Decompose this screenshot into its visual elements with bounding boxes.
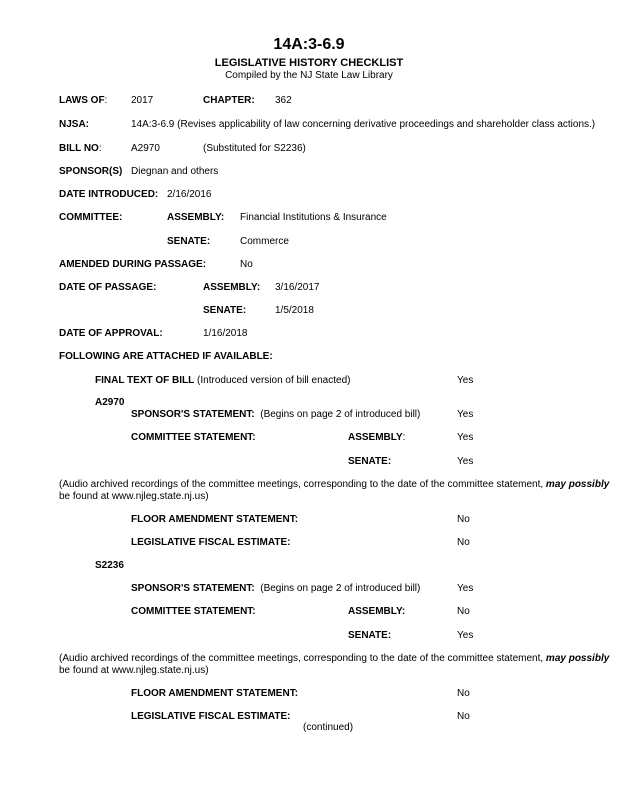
- date-introduced-value: 2/16/2016: [167, 189, 212, 200]
- a2970-floor-amendment-label: FLOOR AMENDMENT STATEMENT:: [131, 514, 299, 525]
- laws-of-value: 2017: [131, 95, 154, 106]
- passage-assembly-value: 3/16/2017: [275, 282, 320, 293]
- a2970-audio-note-emphasis: may possibly: [545, 479, 610, 490]
- a2970-floor-amendment-value: No: [457, 514, 470, 525]
- s2236-audio-note-emphasis: may possibly: [545, 653, 610, 664]
- committee-assembly-label: ASSEMBLY:: [167, 212, 225, 223]
- s2236-label: S2236: [95, 560, 124, 571]
- committee-assembly-value: Financial Institutions & Insurance: [240, 212, 387, 223]
- s2236-sponsor-value: Yes: [457, 583, 474, 594]
- amended-label: AMENDED DURING PASSAGE:: [59, 259, 207, 270]
- s2236-floor-amendment-label: FLOOR AMENDMENT STATEMENT:: [131, 688, 299, 699]
- passage-assembly-label: ASSEMBLY:: [203, 282, 261, 293]
- laws-of-colon: :: [104, 95, 108, 106]
- s2236-committee-assembly-value: No: [457, 606, 470, 617]
- citation-heading: 14A:3-6.9: [273, 36, 345, 53]
- sponsors-label: SPONSOR(S): [59, 166, 123, 177]
- passage-senate-label: SENATE:: [203, 305, 247, 316]
- passage-senate-value: 1/5/2018: [275, 305, 314, 316]
- laws-of-row: [59, 95, 107, 107]
- njsa-value: 14A:3-6.9 (Revises applicability of law concerning derivative proceedings and shareholder class actions.): [131, 119, 596, 130]
- committee-senate-value: Commerce: [240, 236, 289, 247]
- a2970-sponsor-value: Yes: [457, 409, 474, 420]
- a2970-fiscal-estimate-value: No: [457, 537, 470, 548]
- s2236-floor-amendment-value: No: [457, 688, 470, 699]
- date-of-passage-label: DATE OF PASSAGE:: [59, 282, 157, 293]
- chapter-value: 362: [275, 95, 292, 106]
- a2970-sponsor-row: [131, 409, 420, 421]
- a2970-committee-assembly-colon: :: [402, 432, 406, 443]
- date-introduced-label: DATE INTRODUCED:: [59, 189, 159, 200]
- final-text-label: FINAL TEXT OF BILL: [95, 375, 195, 386]
- s2236-audio-note-text: (Audio archived recordings of the committee meetings, corresponding to the date of the committee statement,: [59, 653, 546, 664]
- chapter-label: CHAPTER:: [203, 95, 255, 106]
- a2970-committee-senate-label: SENATE:: [348, 456, 392, 467]
- a2970-committee-label: COMMITTEE STATEMENT:: [131, 432, 256, 443]
- bill-no-row: [59, 143, 102, 155]
- s2236-committee-label: COMMITTEE STATEMENT:: [131, 606, 256, 617]
- final-text-note: (Introduced version of bill enacted): [197, 375, 351, 386]
- s2236-fiscal-estimate-value: No: [457, 711, 470, 722]
- a2970-label: A2970: [95, 397, 125, 408]
- final-text-row: [95, 375, 350, 387]
- continued-note: (continued): [303, 722, 354, 733]
- a2970-audio-note-line2: be found at www.njleg.state.nj.us): [59, 491, 209, 502]
- bill-no-value: A2970: [131, 143, 160, 154]
- attached-heading: FOLLOWING ARE ATTACHED IF AVAILABLE:: [59, 351, 273, 362]
- bill-no-label: BILL NO: [59, 143, 99, 154]
- a2970-committee-assembly-row: [348, 432, 405, 444]
- a2970-fiscal-estimate-label: LEGISLATIVE FISCAL ESTIMATE:: [131, 537, 291, 548]
- s2236-committee-senate-value: Yes: [457, 630, 474, 641]
- committee-senate-label: SENATE:: [167, 236, 211, 247]
- document-subtitle: Compiled by the NJ State Law Library: [225, 70, 393, 81]
- s2236-sponsor-label: SPONSOR'S STATEMENT:: [131, 583, 255, 594]
- s2236-audio-note-line2: be found at www.njleg.state.nj.us): [59, 665, 209, 676]
- date-of-approval-value: 1/16/2018: [203, 328, 248, 339]
- bill-no-colon: :: [98, 143, 102, 154]
- s2236-sponsor-note: (Begins on page 2 of introduced bill): [260, 583, 421, 594]
- document-title: LEGISLATIVE HISTORY CHECKLIST: [214, 57, 404, 69]
- committee-label: COMMITTEE:: [59, 212, 123, 223]
- sponsors-value: Diegnan and others: [131, 166, 219, 177]
- a2970-sponsor-label: SPONSOR'S STATEMENT:: [131, 409, 255, 420]
- final-text-value: Yes: [457, 375, 474, 386]
- s2236-fiscal-estimate-label: LEGISLATIVE FISCAL ESTIMATE:: [131, 711, 291, 722]
- a2970-audio-note-line1: [59, 479, 609, 491]
- s2236-audio-note-line1: [59, 653, 609, 665]
- a2970-committee-assembly-label: ASSEMBLY: [348, 432, 403, 443]
- a2970-sponsor-note: (Begins on page 2 of introduced bill): [260, 409, 421, 420]
- s2236-committee-senate-label: SENATE:: [348, 630, 392, 641]
- s2236-sponsor-row: [131, 583, 420, 595]
- amended-value: No: [240, 259, 253, 270]
- a2970-committee-assembly-value: Yes: [457, 432, 474, 443]
- bill-substitution-note: (Substituted for S2236): [203, 143, 306, 154]
- a2970-committee-senate-value: Yes: [457, 456, 474, 467]
- date-of-approval-label: DATE OF APPROVAL:: [59, 328, 163, 339]
- s2236-committee-assembly-label: ASSEMBLY:: [348, 606, 406, 617]
- a2970-audio-note-text: (Audio archived recordings of the committee meetings, corresponding to the date of the committee statement,: [59, 479, 546, 490]
- laws-of-label: LAWS OF: [59, 95, 105, 106]
- njsa-label: NJSA:: [59, 119, 90, 130]
